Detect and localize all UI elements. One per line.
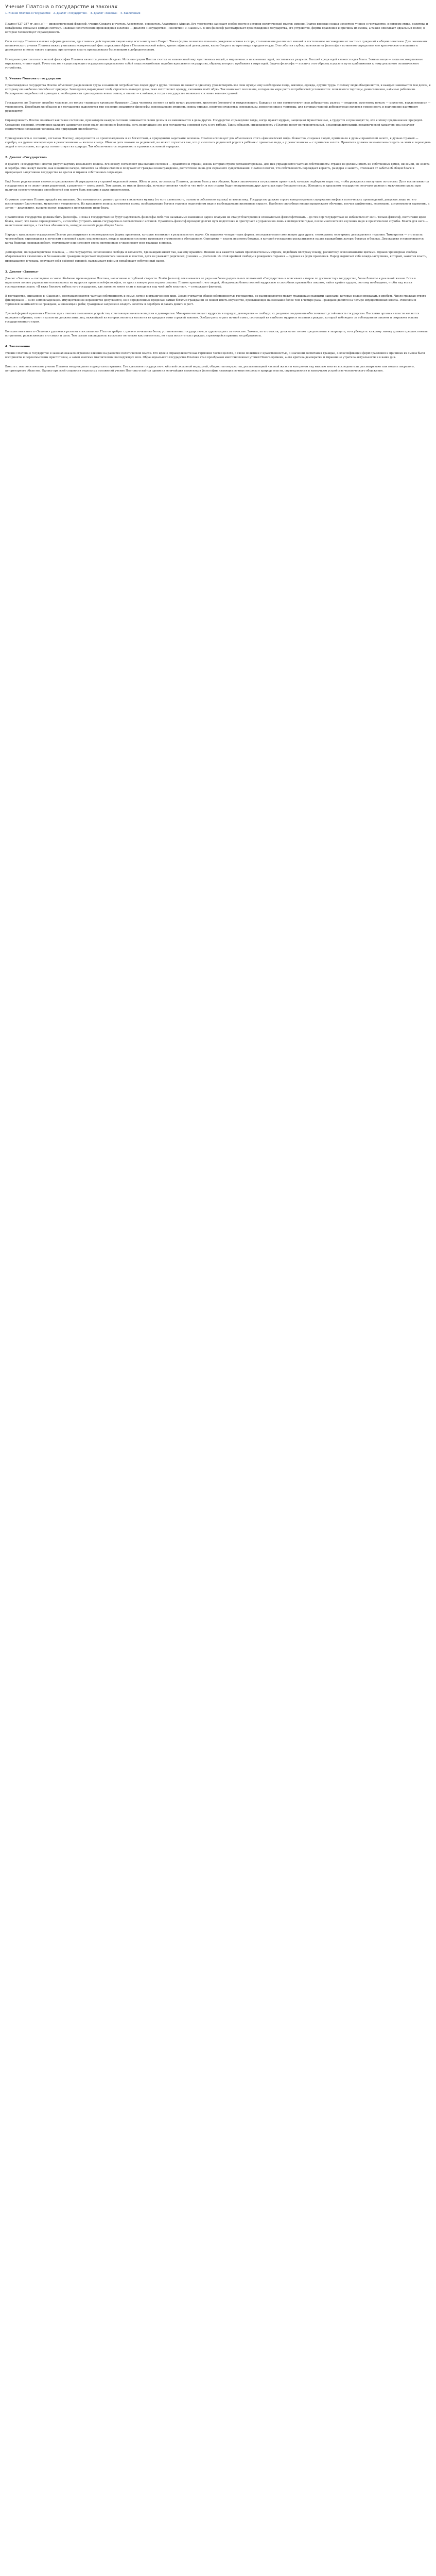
paragraph: Исходным пунктом политической философии Платона является учение об идеях. Истинно сущим Платон считал не изменчивый мир чувственных вещей, а мир вечных и неизменных идей, постигаемых разумом. Высшей среди идей является идея блага. Земные вещи — лишь несовершенные отражения, «тени» идей. Точно так же и существующие государства представляют собой лишь искажённые подобия идеального государства, образец которого пребывает в мире идей. Задача философа — постичь этот образец и указать пути приближения к нему реального политического устройства. xyxy=(5,58,423,70)
article-section xyxy=(5,77,431,149)
paragraph: Учение Платона о государстве и законах оказало огромное влияние на развитие политической мысли. Его идеи о справедливости как гармонии частей целого, о связи политики с нравственностью, о значении воспитания граждан, о классификации форм правления и причинах их смены были восприняты и переосмыслены Аристотелем, а затем многими мыслителями последующих эпох. Образ идеального государства Платона стал прообразом многочисленных утопий Нового времени, а его критика демократии и тирании не утратила актуальности и в наши дни. xyxy=(5,351,425,359)
toc-link[interactable]: 2. Диалог «Государство» xyxy=(53,12,88,15)
paragraph: Ещё более радикальным является предложение об упразднении у стражей отдельной семьи. Жёны и дети, по замыслу Платона, должны быть у них общими; браки заключаются по указанию правителей, которые подбирают пары так, чтобы рождалось наилучшее потомство. Дети воспитываются государством и не знают своих родителей, а родители — своих детей. Тем самым, по мысли философа, исчезнут понятия «моё» и «не моё», и все стражи будут воспринимать друг друга как одну большую семью. Женщины в идеальном государстве получают равные с мужчинами права: при наличии соответствующих способностей они могут быть воинами и даже правителями. xyxy=(5,180,429,192)
paragraph: Наряду с идеальным государством Платон рассматривает и несовершенные формы правления, которые возникают в результате его порчи. Он выделяет четыре таких формы, последовательно сменяющие друг друга: тимократию, олигархию, демократию и тиранию. Тимократия — это власть честолюбцев, стремящихся к почестям и военной славе; она возникает, когда в правящее сословие проникает стремление к обогащению. Олигархия — власть немногих богатых, в которой государство раскалывается на два враждебных лагеря: богатых и бедных. Демократия устанавливается, когда бедняки, одержав победу, уничтожают или изгоняют своих противников и уравнивают всех граждан в правах. xyxy=(5,233,425,245)
article-body xyxy=(5,22,431,373)
paragraph: Государство, по Платону, подобно человеку, но только «написано крупными буквами». Душа человека состоит из трёх начал: разумного, яростного (волевого) и вожделеющего. Каждому из них соответствует своя добродетель: разуму — мудрость, яростному началу — мужество, вожделеющему — умеренность. Подобным же образом и в государстве выделяются три сословия: правители-философы, воплощающие мудрость; воины-стражи, носители мужества; земледельцы, ремесленники и торговцы, для которых главной добродетелью является умеренность и подчинение разумному руководству. xyxy=(5,101,431,113)
document-title: Учение Платона о государстве и законах xyxy=(5,4,118,10)
toc-link[interactable]: 1. Учение Платона о государстве xyxy=(5,12,50,15)
section-heading: 3. Диалог «Законы» xyxy=(5,270,39,274)
paragraph: Принадлежность к сословию, согласно Платону, определяется не происхождением и не богатством, а природными задатками человека. Платон использует для объяснения этого «финикийский миф»: божество, создавая людей, примешало к душам правителей золото, к душам стражей — серебро, а к душам земледельцев и ремесленников — железо и медь. Обычно дети похожи на родителей, но может случиться так, что у «золотых» родителей родится ребёнок с примесью меди, а у ремесленника — с примесью золота. Правители должны внимательно следить за этим и переводить людей в то сословие, которому соответствует их природа. Так обеспечивается подвижность в рамках сословной иерархии. xyxy=(5,137,431,148)
table-of-contents xyxy=(5,12,431,15)
paragraph: Большое внимание в «Законах» уделяется религии и воспитанию. Платон требует строгого почитания богов, установленных государством, и сурово карает за нечестие. Законы, по его мысли, должны не только предписывать и запрещать, но и убеждать: каждому закону должно предшествовать вступление, разъясняющее его смысл и цели. Тем самым законодатель выступает не только как повелитель, но и как воспитатель граждан, стремящийся привить им добродетель. xyxy=(5,330,428,337)
paragraph: Лучшей формой правления Платон здесь считает смешанное устройство, сочетающее начала монархии и демократии. Монархия воплощает мудрость и порядок, демократия — свободу; их разумное соединение обеспечивает устойчивость государства. Высшими органами власти являются народное собрание, совет и коллегии должностных лиц, важнейшей из которых является коллегия из тридцати семи стражей законов. Особую роль играет ночной совет, состоящий из наиболее мудрых и опытных граждан, который наблюдает за соблюдением законов и сохраняет основы государственного строя. xyxy=(5,312,420,324)
paragraph: Правителями государства должны быть философы. «Пока в государствах не будут царствовать философы либо так называемые нынешние цари и владыки не станут благородно и основательно философствовать… до тех пор государствам не избавиться от зол». Только философ, постигший идею блага, знает, что такое справедливость, и способен устроить жизнь государства в соответствии с истиной. Правитель-философ проходит долгий путь подготовки и приступает к управлению лишь к пятидесяти годам, после многолетнего изучения наук и практической службы. Власть для него — не источник выгоды, а тяжёлая обязанность, которую он несёт ради общего блага. xyxy=(5,215,428,227)
article-section xyxy=(5,22,431,70)
paragraph: В диалоге «Государство» Платон рисует картину идеального полиса. Его основу составляют два высших сословия — правители и стражи, жизнь которых строго регламентирована. Для них упраздняется частная собственность: стражи не должны иметь ни собственных домов, ни земли, ни золота и серебра. Они живут вместе, как в военном лагере, питаются за общим столом и получают от граждан вознаграждение, достаточное лишь для скромного существования. Платон полагал, что собственность порождает корысть, раздоры и зависть, отвлекает от заботы об общем благе и превращает защитников государства во врагов и тиранов собственных сограждан. xyxy=(5,162,430,175)
article-section xyxy=(5,270,431,338)
section-heading: 4. Заключение xyxy=(5,345,30,348)
paragraph: Справедливость Платон понимает как такое состояние, при котором каждое сословие занимается своим делом и не вмешивается в дела других. Государство справедливо тогда, когда правят мудрые, защищают мужественные, а трудятся и производят те, кто к этому предназначен природой. Смешение сословий, стремление каждого заниматься всем сразу, по мнению философа, есть величайшее зло для государства и прямой путь к его гибели. Таким образом, справедливость у Платона носит не уравнительный, а распределительный, иерархический характер: она означает соответствие положения человека его природным способностям. xyxy=(5,119,423,131)
paragraph: Происхождение государства Платон объясняет разделением труда и взаимной потребностью людей друг в друге. Человек не может в одиночку удовлетворить все свои нужды: ему необходимы пища, жилище, одежда, орудия труда. Поэтому люди объединяются, и каждый занимается тем делом, к которому он наиболее способен от природы. Земледелец выращивает хлеб, строитель возводит дома, ткач изготовляет одежду, сапожник шьёт обувь. Так возникает поселение, которое по мере роста потребностей усложняется: появляются торговцы, ремесленники, наёмные работники. Расширение потребностей приводит к необходимости присоединять новые земли, а значит — к войнам, и тогда в государстве возникает сословие воинов-стражей. xyxy=(5,83,431,96)
paragraph: Платон (427–347 гг. до н.э.) — древнегреческий философ, ученик Сократа и учитель Аристотеля, основатель Академии в Афинах. Его творчество занимает особое место в истории политической мысли: именно Платон впервые создал целостное учение о государстве, в котором этика, политика и метафизика связаны в единую систему. Главные политические произведения Платона — диалоги «Государство», «Политик» и «Законы». В них философ рассматривает происхождение государства, его устройство, формы правления и причины их смены, а также описывает идеальный полис, в котором господствует справедливость. xyxy=(5,23,428,35)
paragraph: Свои взгляды Платон излагает в форме диалогов, где главным действующим лицом чаще всего выступает Сократ. Такая форма позволяла показать рождение истины в споре, столкновение различных мнений и постепенное восхождение от частных суждений к общим понятиям. Для понимания политического учения Платона важно учитывать исторический фон: поражение Афин в Пелопоннесской войне, кризис афинской демократии, казнь Сократа по приговору народного суда. Эти события глубоко повлияли на философа и во многом определили его критическое отношение к демократии и поиск такого порядка, при котором власть принадлежала бы знающим и добродетельным. xyxy=(5,40,428,52)
article-section xyxy=(5,345,431,373)
paragraph: Демократия, по характеристике Платона, — это государство, исполненное свободы и вольности, где каждый живёт так, как ему нравится. Внешне она кажется самым привлекательным строем, подобным пёстрому плащу, расшитому всевозможными цветами. Однако чрезмерная свобода оборачивается своеволием и беззаконием: граждане перестают подчиняться законам и властям, дети не уважают родителей, ученики — учителей. Из этой крайней свободы и рождается тирания — худшая из форм правления. Народ выдвигает себе вождя-заступника, который, захватив власть, превращается в тирана, окружает себя наёмной охраной, развязывает войны и порабощает собственный народ. xyxy=(5,251,427,263)
toc-link[interactable]: 4. Заключение xyxy=(120,12,141,15)
section-heading: 2. Диалог «Государство» xyxy=(5,156,47,159)
toc-link[interactable]: 3. Диалог «Законы» xyxy=(90,12,118,15)
section-heading: 1. Учение Платона о государстве xyxy=(5,77,61,80)
paragraph: Диалог «Законы» — последнее и самое объёмное произведение Платона, написанное в глубокой старости. В нём философ отказывается от ряда наиболее радикальных положений «Государства» и описывает «второе по достоинству» государство, более близкое к реальной жизни. Если в идеальном полисе управление основывалось на мудрости правителей-философов, то здесь главную роль играют законы. Платон признаёт, что людей, обладающих божественной мудростью и способных править без законов, найти крайне трудно, поэтому необходимо, чтобы над всеми господствовал закон. «Я вижу близкую гибель того государства, где закон не имеет силы и находится под чьей-либо властью», — утверждает философ. xyxy=(5,277,416,289)
paragraph: В государстве, описанном в «Законах», восстанавливаются частная собственность и семья, хотя и в ограниченном виде. Земля считается общей собственностью государства, но распределяется между гражданами равными наделами, которые нельзя продавать и дробить. Число граждан строго фиксировано — 5040 землевладельцев. Имущественное неравенство допускается, но в определённых пределах: самый богатый гражданин не может иметь имущество, превышающее наименьшее более чем в четыре раза. Граждане делятся на четыре имущественных класса. Ремеслом и торговлей занимаются не граждане, а иноземцы и рабы; гражданам запрещено владеть золотом и серебром и давать деньги в рост. xyxy=(5,294,426,307)
article-section xyxy=(5,156,431,263)
paragraph: Вместе с тем политическое учение Платона неоднократно подвергалось критике. Его идеальное государство с жёсткой сословной иерархией, общностью имущества, регламентацией частной жизни и контролем над мыслью многие исследователи рассматривают как модель закрытого, авторитарного общества. Однако при всей спорности отдельных положений учение Платона остаётся одним из величайших памятников философии, ставящим вечные вопросы о природе власти, справедливости и наилучшем устройстве человеческого общежития. xyxy=(5,365,415,372)
paragraph: Огромное значение Платон придаёт воспитанию. Оно начинается с раннего детства и включает музыку (то есть словесность, поэзию и собственно музыку) и гимнастику. Государство должно строго контролировать содержание мифов и поэтических произведений, допуская лишь те, что воспитывают благочестие, мужество и умеренность. Из идеального полиса изгоняются поэты, изображающие богов и героев в недостойном виде и возбуждающие низменные страсти. Наиболее способные юноши продолжают обучение, изучая арифметику, геометрию, астрономию и гармонию, а затем — диалектику, высшую науку, ведущую к постижению идеи блага. xyxy=(5,198,430,210)
